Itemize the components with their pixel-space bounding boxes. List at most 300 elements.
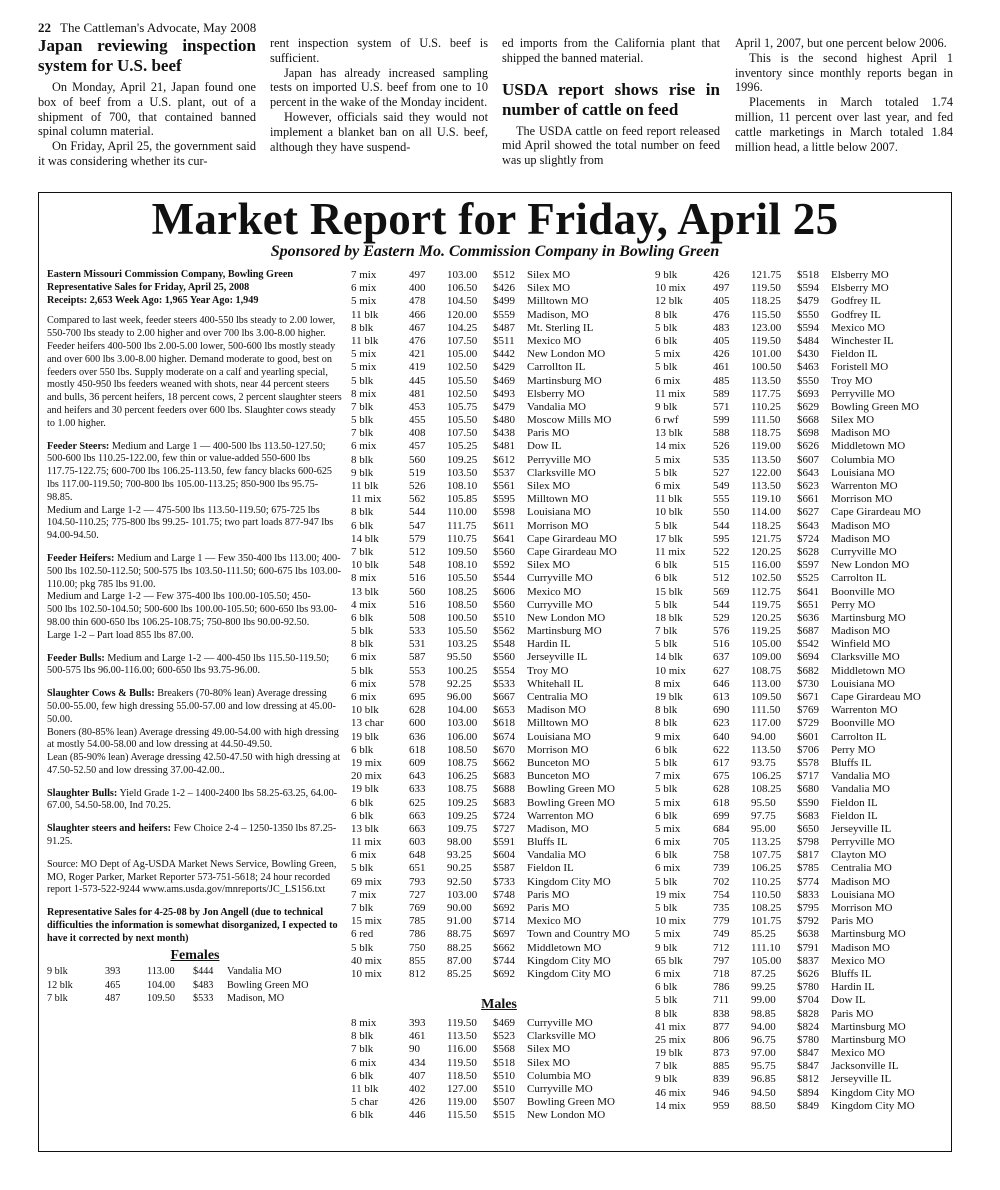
- cell-per-head: $518: [493, 1056, 515, 1069]
- article-usda-col2: [735, 36, 953, 154]
- table-row: [351, 691, 647, 704]
- cell-per-head: $487: [493, 321, 515, 334]
- cell-location: Mexico MO: [527, 334, 582, 347]
- cell-location: Cape Girardeau MO: [831, 506, 921, 519]
- cell-price: 117.75: [751, 387, 781, 400]
- cell-location: Columbia MO: [527, 1069, 591, 1082]
- cell-location: Perry MO: [831, 598, 876, 611]
- cell-weight: 609: [409, 756, 426, 769]
- cell-weight: 512: [713, 572, 730, 585]
- cell-weight: 617: [713, 756, 730, 769]
- table-row: [351, 902, 647, 915]
- cell-weight: 769: [409, 902, 426, 914]
- cell-lot: 7 mix: [351, 269, 377, 281]
- cell-weight: 718: [713, 967, 730, 980]
- cell-location: Louisiana MO: [527, 730, 591, 743]
- cell-per-head: $795: [797, 902, 819, 914]
- cell-location: Warrenton MO: [831, 704, 898, 717]
- cell-lot: 5 blk: [351, 862, 374, 875]
- source-note: Source: MO Dept of Ag-USDA Market News Service, Bowling Green, MO, Roger Parker, Market Reporter 573-751-5618; 24 hour recorded report 1-573-522-9244 www.ams.usda.gov/mnreports/JC_LS156.txt: [47, 858, 337, 896]
- cell-location: Cape Girardeau MO: [831, 691, 921, 703]
- cell-price: 113.50: [751, 453, 781, 466]
- cell-per-head: $727: [493, 822, 515, 835]
- cell-per-head: $550: [797, 374, 819, 387]
- cell-lot: 8 blk: [351, 321, 374, 334]
- cell-price: 106.25: [447, 770, 478, 783]
- cell-per-head: $724: [797, 532, 819, 545]
- cell-price: 121.75: [751, 269, 782, 281]
- table-row: [351, 915, 647, 928]
- cell-lot: 15 mix: [351, 915, 382, 928]
- feeder-steers-text: Medium and Large 1 — 400-500 lbs 113.50-127.50; 500-600 lbs 110.25-122.00, few thin or value-added 550-600 lbs 117.75-122.75; 600-700 lbs 106.25-113.50, few fancy blacks 600-625 lbs 117.00-119.50; 700-800 lbs 105.00-113.25; 850-900 lbs 95.75-98.85.: [47, 440, 333, 503]
- table-row: [351, 823, 647, 836]
- cell-lot: 8 blk: [351, 453, 374, 466]
- cell-lot: 9 mix: [655, 730, 681, 743]
- cell-weight: 550: [713, 506, 730, 519]
- cell-price: 113.00: [147, 966, 175, 978]
- cell-per-head: $626: [797, 967, 819, 980]
- cell-lot: 18 blk: [655, 611, 683, 624]
- cell-lot: 5 blk: [351, 664, 374, 677]
- table-row: [351, 269, 647, 282]
- cell-weight: 547: [409, 519, 426, 532]
- cell-price: 109.50: [447, 545, 478, 558]
- cell-lot: 11 mix: [655, 387, 686, 400]
- cell-weight: 553: [409, 664, 426, 677]
- cell-per-head: $507: [493, 1096, 515, 1109]
- cell-weight: 595: [713, 532, 730, 545]
- cell-weight: 426: [713, 269, 730, 281]
- cell-lot: 6 blk: [655, 559, 678, 572]
- table-row: [351, 533, 647, 546]
- cell-price: 117.00: [751, 717, 781, 730]
- cell-location: Madison MO: [831, 625, 890, 638]
- table-row: [351, 876, 647, 889]
- cell-per-head: $769: [797, 704, 819, 717]
- cell-per-head: $714: [493, 915, 515, 928]
- cell-weight: 628: [713, 783, 730, 796]
- cell-location: Fieldon IL: [831, 348, 878, 361]
- cell-weight: 600: [409, 717, 426, 730]
- table-row: [351, 599, 647, 612]
- cell-weight: 483: [713, 321, 730, 334]
- cell-per-head: $533: [493, 677, 515, 690]
- table-row: [351, 309, 647, 322]
- cell-lot: 19 mix: [655, 888, 686, 901]
- cell-location: Perryville MO: [527, 453, 591, 466]
- cell-location: New London MO: [527, 611, 606, 624]
- table-row: [655, 889, 947, 902]
- intro-line-2: Representative Sales for Friday, April 25, 2008: [47, 281, 250, 293]
- cell-lot: 5 blk: [351, 414, 374, 427]
- cell-location: Milltown MO: [527, 717, 589, 730]
- cell-lot: 6 blk: [655, 572, 678, 585]
- cell-lot: 8 blk: [655, 1007, 678, 1020]
- table-row: [655, 942, 947, 955]
- table-row: [351, 335, 647, 348]
- cell-lot: 8 mix: [655, 677, 681, 690]
- intro-line-1: Eastern Missouri Commission Company, Bowling Green: [47, 269, 294, 280]
- cell-weight: 636: [409, 730, 426, 743]
- cell-location: Milltown MO: [527, 493, 589, 506]
- cell-price: 103.00: [447, 269, 478, 281]
- cell-weight: 877: [713, 1020, 730, 1033]
- cell-lot: 5 mix: [655, 796, 681, 809]
- cell-per-head: $780: [797, 981, 819, 994]
- cell-location: Madison MO: [831, 941, 890, 954]
- cell-per-head: $662: [493, 941, 515, 954]
- cell-weight: 476: [409, 334, 426, 347]
- cell-per-head: $733: [493, 875, 515, 888]
- table-row: [351, 586, 647, 599]
- cell-weight: 812: [409, 967, 426, 980]
- cell-price: 118.50: [447, 1069, 477, 1082]
- cell-lot: 9 blk: [655, 941, 678, 954]
- table-row: [47, 966, 343, 979]
- cell-location: Morrison MO: [527, 743, 589, 756]
- cell-weight: 637: [713, 651, 730, 664]
- cell-lot: 13 blk: [655, 427, 683, 440]
- cell-weight: 408: [409, 427, 426, 440]
- cell-price: 104.00: [147, 979, 176, 991]
- cell-price: 105.00: [447, 348, 478, 361]
- cell-per-head: $627: [797, 506, 819, 519]
- cell-weight: 400: [409, 282, 426, 295]
- table-row: [351, 783, 647, 796]
- cell-lot: 11 blk: [351, 308, 379, 321]
- cell-weight: 579: [409, 532, 426, 545]
- cell-price: 121.75: [751, 532, 782, 545]
- cell-location: Bluffs IL: [527, 836, 568, 849]
- cell-per-head: $828: [797, 1007, 819, 1020]
- table-row: [655, 651, 947, 664]
- table-row: [351, 1017, 647, 1030]
- cell-weight: 855: [409, 954, 426, 967]
- cell-lot: 6 red: [351, 928, 374, 941]
- table-row: [655, 427, 947, 440]
- cell-per-head: $479: [797, 295, 819, 308]
- table-row: [351, 836, 647, 849]
- table-row: [351, 955, 647, 968]
- cell-location: Bowling Green MO: [227, 979, 309, 991]
- cell-per-head: $533: [193, 992, 214, 1004]
- cell-per-head: $638: [797, 928, 819, 941]
- cell-lot: 14 blk: [655, 651, 683, 664]
- cell-location: Madison MO: [831, 519, 890, 532]
- cell-weight: 522: [713, 545, 730, 558]
- cell-per-head: $894: [797, 1086, 819, 1099]
- cell-lot: 6 mix: [351, 440, 377, 453]
- cell-weight: 426: [409, 1096, 426, 1109]
- cell-location: New London MO: [527, 348, 606, 361]
- slaughter-bulls-heading: Slaughter Bulls:: [47, 787, 118, 799]
- cell-price: 85.25: [751, 928, 776, 941]
- cell-lot: 5 mix: [351, 295, 377, 308]
- cell-price: 102.50: [751, 572, 782, 585]
- cell-lot: 6 blk: [351, 796, 374, 809]
- cell-lot: 5 blk: [655, 902, 678, 914]
- cell-price: 108.75: [447, 756, 478, 769]
- table-row: [351, 704, 647, 717]
- cell-weight: 786: [409, 928, 426, 941]
- cell-lot: 6 blk: [655, 809, 678, 822]
- cell-lot: 5 blk: [655, 321, 678, 334]
- feeder-steers-2: Medium and Large 1-2 — 475-500 lbs 113.50-119.50; 675-725 lbs 104.50-110.25; 775-800 lbs 99.25- 101.75; two part loads 877-947 lbs 94.00-94.50.: [47, 504, 334, 542]
- cell-weight: 622: [713, 743, 730, 756]
- cell-location: Hardin IL: [527, 638, 571, 651]
- cell-per-head: $510: [493, 1069, 515, 1082]
- cell-price: 103.25: [447, 638, 478, 651]
- cell-price: 105.85: [447, 493, 478, 506]
- cell-price: 85.25: [447, 967, 472, 980]
- cell-weight: 516: [409, 598, 426, 611]
- cell-price: 120.00: [447, 308, 478, 321]
- cell-location: Perry MO: [831, 743, 876, 756]
- table-row: [351, 493, 647, 506]
- cell-per-head: $559: [493, 308, 515, 321]
- cell-location: New London MO: [527, 1109, 606, 1122]
- table-row: [655, 572, 947, 585]
- cell-location: Winchester IL: [831, 334, 894, 347]
- cell-price: 119.50: [751, 282, 781, 295]
- cell-lot: 7 blk: [351, 1043, 374, 1056]
- cell-per-head: $515: [493, 1109, 515, 1122]
- cell-price: 127.00: [447, 1082, 478, 1095]
- cell-price: 95.50: [447, 651, 472, 664]
- cell-weight: 526: [409, 480, 426, 492]
- cell-price: 108.10: [447, 480, 478, 492]
- cell-location: Louisiana MO: [527, 506, 591, 519]
- cell-location: Mexico MO: [527, 585, 582, 598]
- cell-lot: 9 blk: [47, 966, 68, 978]
- cell-weight: 555: [713, 493, 730, 506]
- cell-per-head: $594: [797, 282, 819, 295]
- table-row: [351, 942, 647, 955]
- cell-weight: 453: [409, 400, 426, 413]
- table-row: [655, 876, 947, 889]
- market-report-box: [38, 192, 952, 1152]
- cell-price: 109.25: [447, 796, 478, 809]
- sales-table-col3: [655, 269, 947, 1113]
- cell-weight: 793: [409, 875, 426, 888]
- cell-lot: 19 blk: [655, 691, 683, 703]
- cell-per-head: $798: [797, 836, 819, 849]
- cell-lot: 5 blk: [655, 994, 678, 1007]
- cell-location: Louisiana MO: [831, 677, 895, 690]
- cell-lot: 10 mix: [655, 915, 686, 928]
- cell-weight: 663: [409, 822, 426, 835]
- cell-location: Jerseyville IL: [831, 1073, 892, 1086]
- cell-price: 110.75: [447, 532, 477, 545]
- cell-weight: 623: [713, 717, 730, 730]
- cell-weight: 516: [713, 638, 730, 651]
- cell-lot: 7 mix: [351, 888, 377, 901]
- cell-location: Paris MO: [527, 888, 570, 901]
- table-row: [655, 401, 947, 414]
- cell-per-head: $688: [493, 783, 515, 796]
- table-row: [351, 665, 647, 678]
- cell-per-head: $643: [797, 466, 819, 479]
- cell-location: Silex MO: [527, 559, 571, 572]
- feeder-steers: [47, 441, 343, 505]
- cell-per-head: $544: [493, 572, 515, 585]
- slaughter-cows-heading: Slaughter Cows & Bulls:: [47, 688, 155, 700]
- cell-lot: 8 mix: [351, 572, 377, 585]
- feeder-steers-heading: Feeder Steers:: [47, 440, 110, 452]
- cell-price: 87.25: [751, 967, 776, 980]
- table-row: [351, 810, 647, 823]
- cell-location: Morrison MO: [831, 902, 893, 914]
- cell-lot: 11 mix: [351, 836, 382, 849]
- cell-location: Clarksville MO: [527, 1030, 596, 1043]
- cell-lot: 14 mix: [655, 440, 686, 453]
- table-row: [351, 744, 647, 757]
- cell-per-head: $785: [797, 862, 819, 875]
- cell-weight: 959: [713, 1099, 730, 1112]
- cell-location: Godfrey IL: [831, 295, 881, 308]
- cell-price: 108.10: [447, 559, 478, 572]
- table-row: [351, 414, 647, 427]
- table-row: [351, 889, 647, 902]
- article-japan-p1: On Monday, April 21, Japan found one box of beef from a U.S. plant, out of a shipment of 700, that contained banned spinal column material.: [38, 80, 256, 139]
- cell-location: Paris MO: [527, 427, 570, 440]
- cell-lot: 10 blk: [351, 704, 379, 717]
- cell-weight: 695: [409, 691, 426, 703]
- cell-price: 109.00: [751, 651, 782, 664]
- cell-location: Elsberry MO: [831, 269, 889, 281]
- cell-lot: 7 blk: [351, 400, 374, 413]
- table-row: [655, 1008, 947, 1021]
- cell-weight: 739: [713, 862, 730, 875]
- cell-per-head: $791: [797, 941, 819, 954]
- cell-weight: 465: [105, 979, 121, 991]
- cell-location: Vandalia MO: [527, 849, 586, 862]
- cell-per-head: $717: [797, 770, 819, 783]
- cell-location: Martinsburg MO: [831, 928, 906, 941]
- cell-lot: 4 mix: [351, 598, 377, 611]
- cell-per-head: $704: [797, 994, 819, 1007]
- table-row: [351, 968, 647, 981]
- cell-lot: 7 blk: [351, 545, 374, 558]
- table-row: [655, 375, 947, 388]
- table-row: [655, 1087, 947, 1100]
- table-row: [655, 348, 947, 361]
- table-row: [351, 388, 647, 401]
- cell-weight: 487: [105, 992, 121, 1004]
- cell-price: 122.00: [751, 466, 782, 479]
- table-row: [351, 401, 647, 414]
- cell-weight: 515: [713, 559, 730, 572]
- cell-location: Town and Country MO: [527, 928, 630, 941]
- cell-weight: 758: [713, 849, 730, 862]
- table-row: [47, 980, 343, 993]
- cell-lot: 5 mix: [655, 928, 681, 941]
- cell-per-head: $430: [797, 348, 819, 361]
- cell-per-head: $670: [493, 743, 515, 756]
- cell-per-head: $682: [797, 664, 819, 677]
- cell-price: 110.50: [751, 888, 781, 901]
- cell-price: 116.00: [751, 559, 781, 572]
- table-row: [655, 783, 947, 796]
- cell-lot: 13 blk: [351, 585, 379, 598]
- cell-price: 112.75: [751, 585, 781, 598]
- cell-lot: 19 blk: [351, 730, 379, 743]
- cell-per-head: $612: [493, 453, 515, 466]
- table-row: [351, 480, 647, 493]
- cell-price: 115.50: [751, 308, 781, 321]
- cell-price: 91.00: [447, 915, 472, 928]
- cell-price: 119.75: [751, 598, 781, 611]
- cell-price: 100.25: [447, 664, 478, 677]
- cell-price: 96.85: [751, 1073, 776, 1086]
- cell-price: 106.00: [447, 730, 478, 743]
- cell-lot: 6 blk: [351, 1069, 374, 1082]
- cell-lot: 10 mix: [655, 664, 686, 677]
- cell-lot: 11 mix: [351, 493, 382, 506]
- cell-lot: 11 blk: [351, 480, 379, 492]
- cell-location: Carrolton IL: [831, 730, 887, 743]
- cell-lot: 11 blk: [655, 493, 683, 506]
- table-row: [655, 678, 947, 691]
- cell-price: 94.50: [751, 1086, 776, 1099]
- slaughter-steers-text: Few Choice 2-4 – 1250-1350 lbs 87.25-91.25.: [47, 823, 337, 848]
- table-row: [351, 520, 647, 533]
- cell-per-head: $481: [493, 440, 515, 453]
- cell-per-head: $597: [797, 559, 819, 572]
- cell-price: 108.75: [447, 783, 478, 796]
- cell-price: 105.25: [447, 440, 478, 453]
- cell-price: 111.10: [751, 941, 781, 954]
- table-row: [655, 810, 947, 823]
- cell-weight: 578: [409, 677, 426, 690]
- cell-per-head: $560: [493, 545, 515, 558]
- cell-price: 111.50: [751, 704, 781, 717]
- cell-location: Troy MO: [831, 374, 873, 387]
- cell-weight: 516: [409, 572, 426, 585]
- cell-price: 108.50: [447, 743, 478, 756]
- article-usda-p4: Placements in March totaled 1.74 million, 11 percent over last year, and fed cattle marketings in March totaled 1.84 million head, a little below 2007.: [735, 95, 953, 154]
- cell-location: Madison, MO: [527, 822, 589, 835]
- cell-price: 110.25: [751, 400, 781, 413]
- cell-lot: 25 mix: [655, 1033, 686, 1046]
- cell-per-head: $595: [493, 493, 515, 506]
- cell-per-head: $484: [797, 334, 819, 347]
- table-row: [351, 849, 647, 862]
- cell-weight: 526: [713, 440, 730, 453]
- cell-price: 101.75: [751, 915, 782, 928]
- table-row: [655, 836, 947, 849]
- cell-price: 105.50: [447, 572, 478, 585]
- cell-lot: 6 mix: [655, 836, 681, 849]
- cell-per-head: $592: [493, 559, 515, 572]
- cell-per-head: $636: [797, 611, 819, 624]
- cell-per-head: $512: [493, 269, 515, 281]
- table-row: [655, 757, 947, 770]
- cell-weight: 648: [409, 849, 426, 862]
- cell-price: 108.25: [447, 585, 478, 598]
- cell-lot: 8 blk: [351, 1030, 374, 1043]
- cell-per-head: $748: [493, 888, 515, 901]
- cell-price: 98.00: [447, 836, 472, 849]
- cell-per-head: $442: [493, 348, 515, 361]
- cell-lot: 6 blk: [655, 334, 678, 347]
- cell-location: Bluffs IL: [831, 756, 872, 769]
- slaughter-cows-2: Boners (80-85% lean) Average dressing 49.00-54.00 with high dressing at mostly 54.00-58.00 and low dressing at 44.50-49.50.: [47, 726, 339, 751]
- cell-weight: 544: [713, 519, 730, 532]
- cell-per-head: $560: [493, 651, 515, 664]
- cell-lot: 6 blk: [655, 743, 678, 756]
- cell-per-head: $562: [493, 625, 515, 638]
